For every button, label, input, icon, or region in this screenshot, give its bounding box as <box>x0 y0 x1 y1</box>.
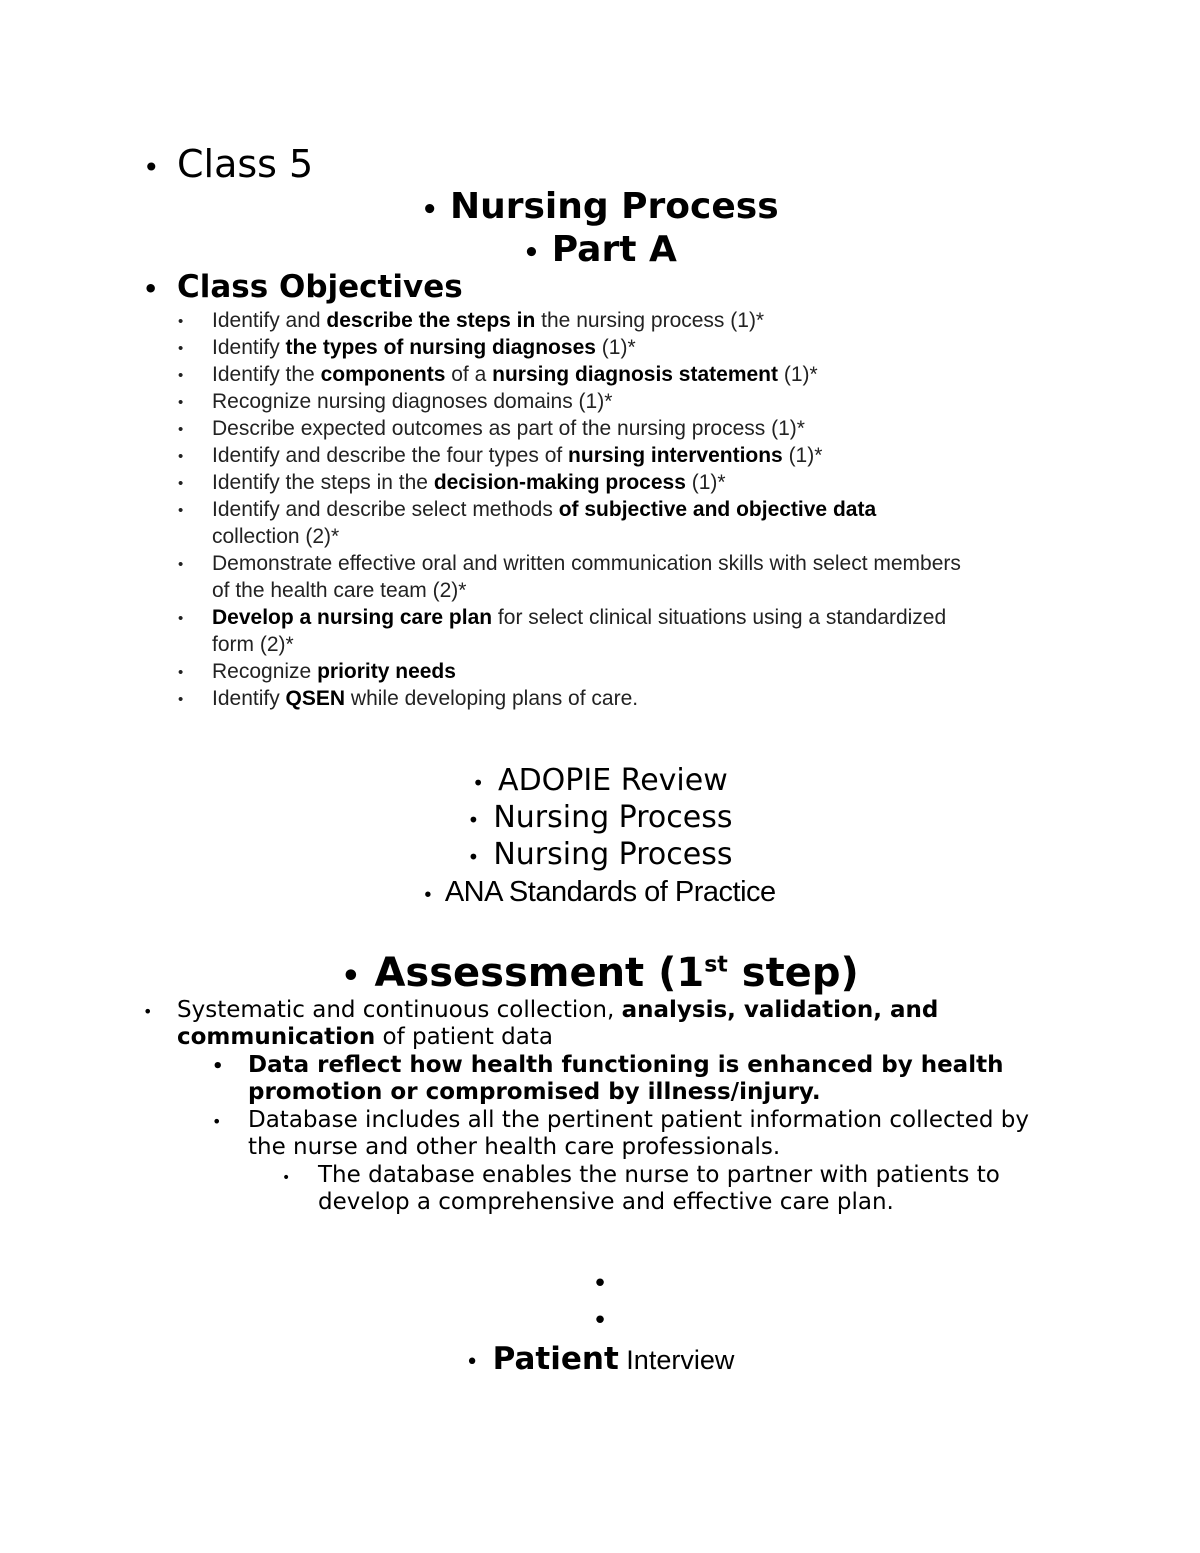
text-segment: decision-making process <box>433 471 686 494</box>
text-segment: Identify and describe the four types of <box>212 444 569 467</box>
text-segment: nursing interventions <box>568 444 783 467</box>
review-item: • Nursing Process <box>467 837 733 872</box>
text-segment: the nursing process (1)* <box>535 309 765 332</box>
objective-item-cont <box>212 633 294 657</box>
assessment-sub-bullet: • Data reflect how health functioning is enhanced by health <box>212 1052 1004 1078</box>
text-segment: Describe expected outcomes as part of the nursing process (1)* <box>212 417 805 440</box>
objective-item <box>178 336 636 360</box>
bullet-icon: • <box>341 959 361 994</box>
assessment-sub-bullet: • Database includes all the pertinent patient information collected by <box>212 1107 1029 1133</box>
text-segment: (1)* <box>778 363 818 386</box>
bullet-icon: • <box>178 663 184 681</box>
objective-item-cont <box>212 525 339 549</box>
topic-heading: • Nursing Process <box>421 186 779 227</box>
objective-item <box>178 390 612 414</box>
text-segment: communication <box>177 1024 376 1050</box>
text-segment: of patient data <box>375 1024 553 1050</box>
objective-item <box>178 660 456 684</box>
text-segment: (1)* <box>595 336 636 359</box>
text-segment: QSEN <box>285 687 346 710</box>
objective-item-cont <box>212 579 466 603</box>
bullet-icon: • <box>178 420 184 438</box>
text-segment: Identify <box>212 687 286 710</box>
text-segment: Identify <box>212 336 286 359</box>
text-segment: Develop a nursing care plan <box>212 606 493 629</box>
bullet-icon: • <box>178 474 184 492</box>
text-segment: while developing plans of care. <box>345 687 639 710</box>
class-title: • Class 5 <box>143 142 314 186</box>
bullet-icon: • <box>212 1056 224 1077</box>
text-segment: of a <box>445 363 493 386</box>
bullet-icon: • <box>178 690 184 708</box>
text-segment: Identify and <box>212 309 327 332</box>
text-segment: for select clinical situations using a standardized <box>492 606 947 629</box>
bullet-icon: • <box>467 808 480 832</box>
patient-interview-heading: • Patient Interview <box>465 1341 735 1377</box>
text-segment: components <box>320 363 446 386</box>
bullet-icon: • <box>472 771 485 795</box>
text-segment: Identify the steps in the <box>212 471 434 494</box>
bullet-icon: • <box>143 1002 153 1021</box>
text-segment: priority needs <box>317 660 456 683</box>
objectives-heading: • Class Objectives <box>143 269 463 305</box>
text-segment: analysis, validation, and <box>621 997 939 1023</box>
assessment-sub-bullet-cont: promotion or compromised by illness/injury. <box>248 1079 821 1105</box>
text-segment: (1)* <box>782 444 823 467</box>
text-segment: Demonstrate effective oral and written communication skills with select members <box>212 552 961 575</box>
text-segment: (1)* <box>685 471 726 494</box>
part-heading: • Part A <box>523 229 677 270</box>
assessment-subsub-bullet: • The database enables the nurse to partner with patients to <box>282 1162 1000 1188</box>
bullet-icon: • <box>592 1306 608 1336</box>
bullet-icon: • <box>178 366 184 384</box>
text-segment: Systematic and continuous collection, <box>177 997 622 1023</box>
bullet-icon: • <box>592 1269 608 1299</box>
bullet-icon: • <box>143 151 160 184</box>
bullet-icon: • <box>178 393 184 411</box>
text-segment: Identify the <box>212 363 321 386</box>
objective-item <box>178 444 822 468</box>
objective-item <box>178 309 764 333</box>
text-segment: Recognize nursing diagnoses domains (1)* <box>212 390 613 413</box>
text-segment: describe the steps in <box>326 309 536 332</box>
objective-item <box>178 687 638 711</box>
objective-item <box>178 498 876 522</box>
text-segment: of subjective and objective data <box>558 498 877 521</box>
objective-item <box>178 606 946 630</box>
bullet-icon: • <box>424 884 431 906</box>
bullet-icon: • <box>282 1170 291 1186</box>
text-segment: collection (2)* <box>212 525 340 548</box>
bullet-icon: • <box>212 1112 222 1131</box>
assessment-definition-cont <box>177 1024 553 1050</box>
empty-bullet <box>0 1307 1200 1337</box>
empty-bullet <box>0 1270 1200 1300</box>
review-item: • ADOPIE Review <box>472 763 728 798</box>
bullet-icon: • <box>178 447 184 465</box>
bullet-icon: • <box>178 501 184 519</box>
bullet-icon: • <box>143 275 159 303</box>
bullet-icon: • <box>178 555 184 573</box>
bullet-icon: • <box>178 339 184 357</box>
objective-item <box>178 363 818 387</box>
bullet-icon: • <box>178 312 184 330</box>
objective-item <box>178 552 961 576</box>
text-segment: Recognize <box>212 660 318 683</box>
assessment-definition <box>143 997 938 1023</box>
text-segment: form (2)* <box>212 633 294 656</box>
text-segment: nursing diagnosis statement <box>492 363 779 386</box>
bullet-icon: • <box>467 845 480 869</box>
assessment-heading: • Assessment (1st step) <box>341 950 859 996</box>
assessment-sub-bullet-cont: the nurse and other health care professionals. <box>248 1134 781 1160</box>
bullet-icon: • <box>465 1350 479 1375</box>
assessment-subsub-bullet-cont: develop a comprehensive and effective care plan. <box>318 1189 894 1215</box>
ana-standards: • ANA Standards of Practice <box>424 876 776 908</box>
objective-item <box>178 417 805 441</box>
bullet-icon: • <box>421 195 438 225</box>
bullet-icon: • <box>523 238 540 268</box>
objective-item <box>178 471 726 495</box>
text-segment: of the health care team (2)* <box>212 579 467 602</box>
bullet-icon: • <box>178 609 184 627</box>
text-segment: the types of nursing diagnoses <box>285 336 596 359</box>
text-segment: Identify and describe select methods <box>212 498 559 521</box>
review-item: • Nursing Process <box>467 800 733 835</box>
